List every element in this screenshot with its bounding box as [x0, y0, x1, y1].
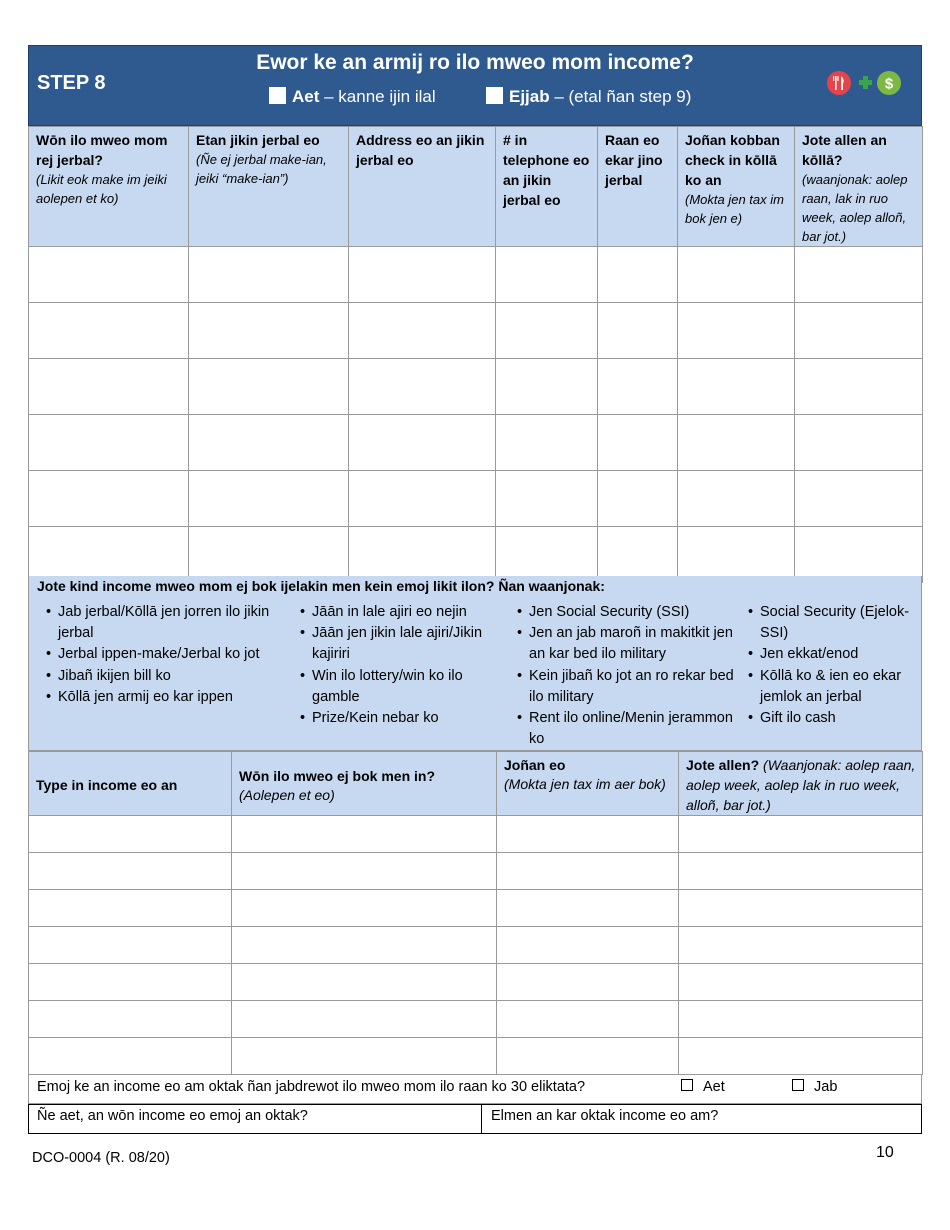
example-item: • Kōllā ko & ien eo ekar jemlok an jerbal: [748, 666, 920, 708]
program-icons: [826, 70, 904, 96]
no-label: Ejjab: [509, 87, 550, 106]
income-row: [29, 964, 923, 1001]
jobs-entry-cell[interactable]: [29, 303, 189, 359]
jobs-row: [29, 415, 923, 471]
examples-column-1: [46, 602, 286, 708]
jobs-entry-cell[interactable]: [598, 359, 678, 415]
jobs-header-cell: Jote allen an kōllā? (waanjonak: aolep raan, lak in ruo week, aolep alloñ, bar jot.): [795, 127, 923, 247]
income-entry-cell[interactable]: [679, 1038, 923, 1075]
example-item: • Jen ekkat/enod: [748, 644, 920, 665]
jobs-entry-cell[interactable]: [189, 303, 349, 359]
change-no-option[interactable]: Jab: [792, 1079, 837, 1095]
examples-column-2: [300, 602, 508, 729]
example-item: • Jab jerbal/Kōllā jen jorren ilo jikin jerbal: [46, 602, 286, 644]
jobs-entry-cell[interactable]: [678, 359, 795, 415]
fork-knife-icon: [827, 71, 851, 95]
jobs-entry-cell[interactable]: [795, 303, 923, 359]
income-entry-cell[interactable]: [232, 853, 497, 890]
jobs-row: [29, 303, 923, 359]
jobs-row: [29, 359, 923, 415]
income-entry-cell[interactable]: [497, 1001, 679, 1038]
jobs-header-cell: Etan jikin jerbal eo (Ñe ej jerbal make-ian, jeiki “make-ian”): [189, 127, 349, 247]
jobs-entry-cell[interactable]: [496, 247, 598, 303]
change-yes-option[interactable]: Aet: [681, 1079, 725, 1095]
step-label: STEP 8: [37, 72, 106, 94]
income-entry-cell[interactable]: [232, 816, 497, 853]
jobs-entry-cell[interactable]: [189, 247, 349, 303]
svg-text:$: $: [884, 75, 894, 93]
jobs-entry-cell[interactable]: [349, 471, 496, 527]
jobs-entry-cell[interactable]: [496, 471, 598, 527]
income-entry-cell[interactable]: [679, 927, 923, 964]
income-entry-cell[interactable]: [29, 1038, 232, 1075]
jobs-entry-cell[interactable]: [29, 415, 189, 471]
example-item: • Rent ilo online/Menin jerammon ko: [517, 708, 737, 750]
section-question: Ewor ke an armij ro ilo mweo mom income?: [256, 51, 694, 74]
jobs-entry-cell[interactable]: [189, 471, 349, 527]
income-entry-cell[interactable]: [679, 816, 923, 853]
income-row: [29, 1001, 923, 1038]
income-row: [29, 890, 923, 927]
jobs-entry-cell[interactable]: [598, 527, 678, 583]
example-item: • Jāān jen jikin lale ajiri/Jikin kajiriri: [300, 623, 508, 665]
income-entry-cell[interactable]: [497, 890, 679, 927]
example-item: • Win ilo lottery/win ko ilo gamble: [300, 666, 508, 708]
example-item: • Jen Social Security (SSI): [517, 602, 737, 623]
jobs-entry-cell[interactable]: [678, 471, 795, 527]
jobs-row: [29, 247, 923, 303]
change-question: Emoj ke an income eo am oktak ñan jabdrewot ilo mweo mom ilo raan ko 30 eliktata?: [37, 1079, 586, 1095]
jobs-entry-cell[interactable]: [598, 303, 678, 359]
change-no-checkbox[interactable]: [792, 1079, 804, 1091]
jobs-entry-cell[interactable]: [349, 303, 496, 359]
jobs-entry-cell[interactable]: [678, 303, 795, 359]
example-item: • Jen an jab maroñ in makitkit jen an kar bed ilo military: [517, 623, 737, 665]
how-changed-label: Elmen an kar oktak income eo am?: [491, 1108, 719, 1124]
income-row: [29, 816, 923, 853]
income-entry-cell[interactable]: [232, 890, 497, 927]
jobs-header-cell: Address eo an jikin jerbal eo: [349, 127, 496, 247]
income-table: [28, 751, 923, 1075]
income-entry-cell[interactable]: [679, 1001, 923, 1038]
jobs-entry-cell[interactable]: [678, 527, 795, 583]
jobs-header-cell: Joñan kobban check in kōllā ko an (Mokta jen tax im bok jen e): [678, 127, 795, 247]
jobs-entry-cell[interactable]: [795, 415, 923, 471]
jobs-entry-cell[interactable]: [795, 471, 923, 527]
jobs-entry-cell[interactable]: [496, 303, 598, 359]
jobs-entry-cell[interactable]: [29, 247, 189, 303]
income-entry-cell[interactable]: [29, 927, 232, 964]
jobs-header-cell: Wōn ilo mweo mom rej jerbal? (Likit eok make im jeiki aolepen et ko): [29, 127, 189, 247]
form-id: DCO-0004 (R. 08/20): [32, 1150, 170, 1166]
income-entry-cell[interactable]: [679, 853, 923, 890]
income-header-cell: Joñan eo (Mokta jen tax im aer bok): [497, 752, 679, 816]
examples-column-3: [517, 602, 737, 750]
income-entry-cell[interactable]: [497, 927, 679, 964]
examples-column-4: [748, 602, 920, 729]
income-entry-cell[interactable]: [29, 1001, 232, 1038]
yes-checkbox[interactable]: [269, 87, 286, 104]
income-entry-cell[interactable]: [29, 890, 232, 927]
jobs-header-row: [29, 127, 923, 247]
example-item: • Jibañ ikijen bill ko: [46, 666, 286, 687]
no-note: – (etal ñan step 9): [549, 87, 692, 106]
jobs-entry-cell[interactable]: [189, 527, 349, 583]
jobs-entry-cell[interactable]: [349, 247, 496, 303]
income-header-cell: Type in income eo an: [29, 752, 232, 816]
jobs-entry-cell[interactable]: [598, 415, 678, 471]
jobs-entry-cell[interactable]: [189, 415, 349, 471]
no-option[interactable]: [486, 87, 691, 107]
income-header-row: [29, 752, 923, 816]
income-row: [29, 1038, 923, 1075]
jobs-row: [29, 527, 923, 583]
jobs-entry-cell[interactable]: [29, 471, 189, 527]
yes-note: – kanne ijin ilal: [319, 87, 436, 106]
income-entry-cell[interactable]: [497, 853, 679, 890]
medical-cross-icon: [859, 76, 872, 89]
income-examples-question: Jote kind income mweo mom ej bok ijelakin men kein emoj likit ilon? Ñan waanjonak:: [37, 578, 605, 594]
yes-label: Aet: [292, 87, 320, 106]
jobs-entry-cell[interactable]: [496, 527, 598, 583]
yes-option[interactable]: [269, 87, 436, 107]
income-entry-cell[interactable]: [29, 816, 232, 853]
example-item: • Kōllā jen armij eo kar ippen: [46, 687, 286, 708]
jobs-entry-cell[interactable]: [678, 247, 795, 303]
who-changed-label: Ñe aet, an wōn income eo emoj an oktak?: [37, 1108, 308, 1124]
jobs-entry-cell[interactable]: [349, 359, 496, 415]
example-item: • Jāān in lale ajiri eo nejin: [300, 602, 508, 623]
jobs-entry-cell[interactable]: [598, 471, 678, 527]
jobs-entry-cell[interactable]: [678, 415, 795, 471]
income-entry-cell[interactable]: [232, 964, 497, 1001]
change-yes-checkbox[interactable]: [681, 1079, 693, 1091]
example-item: • Gift ilo cash: [748, 708, 920, 729]
income-row: [29, 927, 923, 964]
jobs-header-cell: # in telephone eo an jikin jerbal eo: [496, 127, 598, 247]
jobs-entry-cell[interactable]: [189, 359, 349, 415]
income-entry-cell[interactable]: [232, 1001, 497, 1038]
jobs-entry-cell[interactable]: [598, 247, 678, 303]
jobs-entry-cell[interactable]: [29, 359, 189, 415]
income-entry-cell[interactable]: [29, 964, 232, 1001]
income-entry-cell[interactable]: [29, 853, 232, 890]
jobs-header-cell: Raan eo ekar jino jerbal: [598, 127, 678, 247]
income-header-cell: Wōn ilo mweo ej bok men in? (Aolepen et eo): [232, 752, 497, 816]
dollar-icon: [877, 71, 901, 95]
jobs-entry-cell[interactable]: [795, 527, 923, 583]
jobs-entry-cell[interactable]: [795, 359, 923, 415]
example-item: • Social Security (Ejelok-SSI): [748, 602, 920, 644]
jobs-entry-cell[interactable]: [795, 247, 923, 303]
jobs-entry-cell[interactable]: [496, 359, 598, 415]
example-item: • Prize/Kein nebar ko: [300, 708, 508, 729]
jobs-entry-cell[interactable]: [29, 527, 189, 583]
income-entry-cell[interactable]: [679, 964, 923, 1001]
jobs-table: [28, 126, 923, 583]
page-number: 10: [876, 1144, 894, 1161]
income-header-cell: Jote allen? (Waanjonak: aolep raan, aolep week, aolep lak in ruo week, alloñ, bar jot.): [679, 752, 923, 816]
jobs-entry-cell[interactable]: [349, 415, 496, 471]
income-row: [29, 853, 923, 890]
jobs-row: [29, 471, 923, 527]
example-item: • Kein jibañ ko jot an ro rekar bed ilo military: [517, 666, 737, 708]
income-entry-cell[interactable]: [497, 964, 679, 1001]
example-item: • Jerbal ippen-make/Jerbal ko jot: [46, 644, 286, 665]
jobs-entry-cell[interactable]: [349, 527, 496, 583]
no-checkbox[interactable]: [486, 87, 503, 104]
jobs-entry-cell[interactable]: [496, 415, 598, 471]
income-entry-cell[interactable]: [232, 927, 497, 964]
income-entry-cell[interactable]: [497, 1038, 679, 1075]
income-entry-cell[interactable]: [497, 816, 679, 853]
income-entry-cell[interactable]: [232, 1038, 497, 1075]
income-entry-cell[interactable]: [679, 890, 923, 927]
